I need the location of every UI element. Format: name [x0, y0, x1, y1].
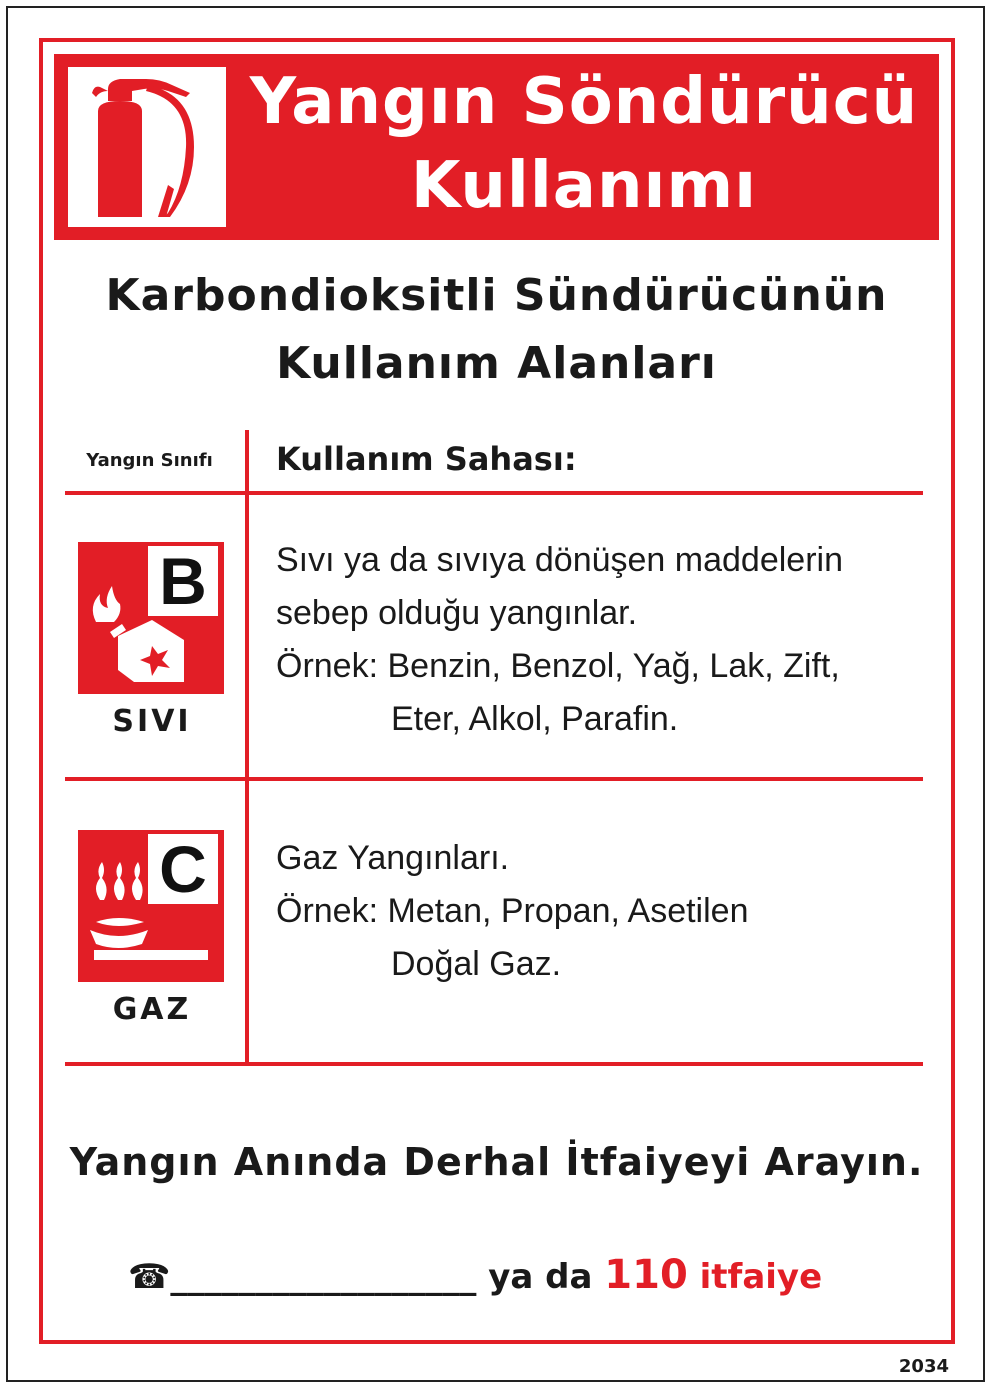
- subtitle: [40, 262, 953, 398]
- subtitle-line2: Kullanım Alanları: [276, 338, 717, 389]
- column-header-usage: Kullanım Sahası:: [276, 440, 577, 478]
- phone-line: [128, 1252, 822, 1298]
- footer-warning: Yangın Anında Derhal İtfaiyeyi Arayın.: [69, 1140, 924, 1184]
- header-banner: [54, 54, 939, 240]
- header-title: [234, 60, 934, 234]
- row-b-line4: Eter, Alkol, Parafin.: [391, 700, 679, 738]
- emergency-label: itfaiye: [699, 1257, 823, 1297]
- subtitle-line1: Karbondioksitli Sündürücünün: [105, 270, 888, 321]
- header-title-line1: Yangın Söndürücü: [249, 65, 919, 139]
- column-header-class: Yangın Sınıfı: [86, 450, 213, 471]
- class-letter-c: C: [159, 832, 207, 906]
- phone-blank: __________________: [170, 1257, 477, 1297]
- row-c-text: [276, 832, 748, 991]
- row-b-line2: sebep olduğu yangınlar.: [276, 594, 638, 632]
- row-c-line3: Doğal Gaz.: [391, 945, 562, 983]
- emergency-number: 110: [604, 1252, 688, 1298]
- row-c-line2: Örnek: Metan, Propan, Asetilen: [276, 892, 749, 930]
- flammable-liquid-icon: [78, 542, 224, 694]
- telephone-icon: ☎: [128, 1257, 171, 1297]
- sign-code: 2034: [898, 1356, 949, 1377]
- row-b-text: [276, 534, 843, 746]
- fire-extinguisher-icon: [68, 67, 226, 227]
- class-label-sivi: SIVI: [112, 704, 192, 739]
- table-divider-bottom: [65, 1062, 923, 1066]
- row-b-line3: Örnek: Benzin, Benzol, Yağ, Lak, Zift,: [276, 647, 840, 685]
- row-b-line1: Sıvı ya da sıvıya dönüşen maddelerin: [276, 541, 843, 579]
- class-label-gaz: GAZ: [112, 992, 192, 1027]
- table-divider-vertical: [245, 430, 249, 1062]
- row-c-line1: Gaz Yangınları.: [276, 839, 510, 877]
- header-title-line2: Kullanımı: [410, 149, 758, 223]
- gas-burner-icon: [78, 830, 224, 982]
- table-divider-header: [65, 491, 923, 495]
- or-text: ya da: [488, 1257, 593, 1297]
- class-letter-b: B: [159, 544, 207, 618]
- table-divider-row: [65, 777, 923, 781]
